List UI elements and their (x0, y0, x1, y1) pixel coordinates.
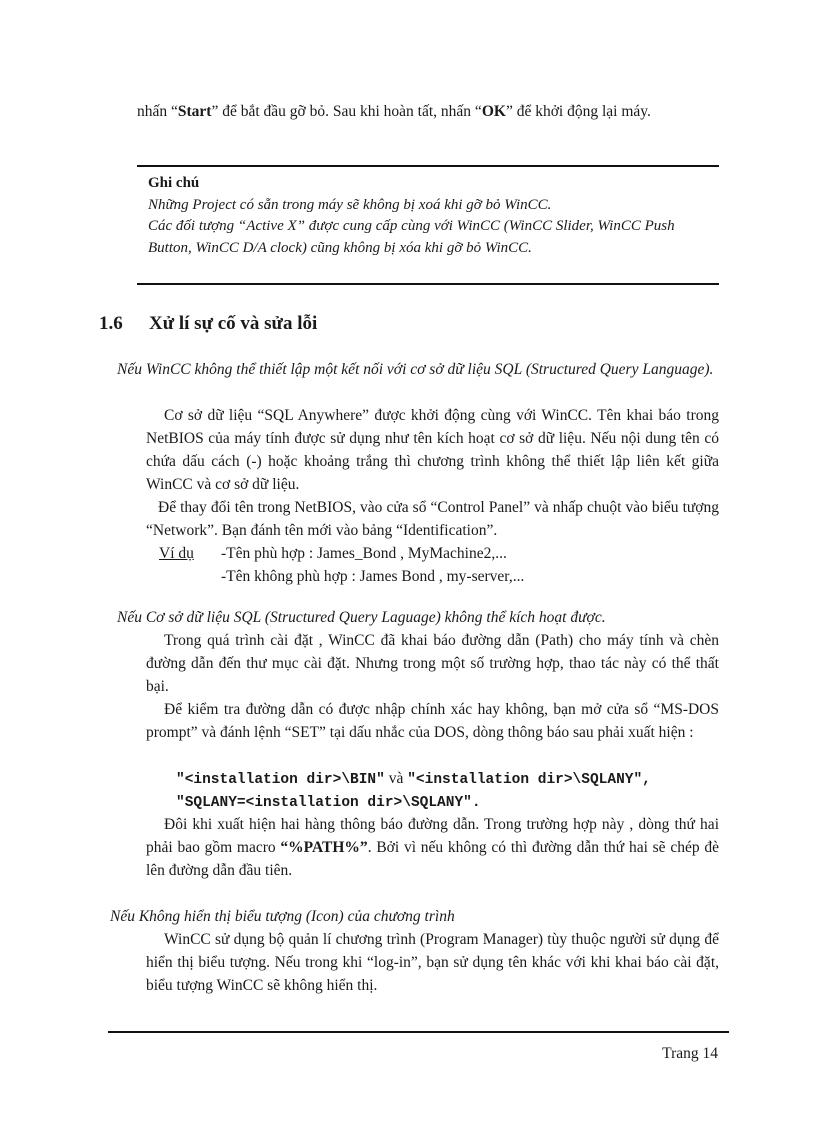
example-row-1 (159, 542, 719, 565)
issue-1-title: Nếu WinCC không thể thiết lập một kết nối với cơ sở dữ liệu SQL (Structured Query Language). (117, 361, 714, 378)
note-top-divider (137, 165, 719, 167)
path-sqlany-env: "SQLANY=<installation dir>\SQLANY". (176, 795, 481, 811)
footer-divider (108, 1031, 729, 1033)
path-macro: “%PATH%” (280, 839, 368, 856)
example-valid-names: -Tên phù hợp : James_Bond , MyMachine2,... (221, 545, 507, 562)
example-row-2 (159, 565, 719, 588)
start-keyword: Start (177, 103, 212, 120)
example-label: Ví dụ (159, 545, 194, 562)
issue-2-paragraph-2: Để kiểm tra đường dẫn có được nhập chính xác hay không, bạn mở cửa sổ “MS-DOS prompt” và đánh lệnh “SET” tại dấu nhắc của DOS, dòng thông báo sau phải xuất hiện : (146, 701, 719, 741)
issue-3-paragraph-1: WinCC sử dụng bộ quản lí chương trình (Program Manager) tùy thuộc người sử dụng để hiển thị biểu tượng. Nếu trong khi “log-in”, bạn sử dụng tên khác với khi khai báo cài đặt, biểu tượng WinCC sẽ không hiển thị. (146, 931, 719, 994)
path-line-1 (176, 767, 651, 792)
section-title: Xử lí sự cố và sửa lỗi (149, 313, 318, 334)
intro-text-suffix: ” để khởi động lại máy. (505, 103, 651, 120)
example-block (159, 542, 719, 588)
section-heading (99, 313, 317, 335)
issue-1-paragraph-2: Để thay đổi tên trong NetBIOS, vào cửa sổ “Control Panel” và nhấp chuột vào biểu tượng “Network”. Bạn đánh tên mới vào bảng “Identification”. (146, 499, 719, 539)
example-invalid-names: -Tên không phù hợp : James Bond , my-server,... (221, 568, 525, 585)
note-bottom-divider (137, 283, 719, 285)
path-line-2 (176, 790, 481, 815)
path-and: và (384, 770, 408, 787)
note-line-1: Những Project có sẵn trong máy sẽ không bị xoá khi gỡ bỏ WinCC. (148, 196, 552, 213)
path-sqlany: "<installation dir>\SQLANY", (407, 772, 651, 788)
note-line-2: Các đối tượng “Active X” được cung cấp cùng với WinCC (WinCC Slider, WinCC Push Button, WinCC D/A clock) cũng không bị xóa khi gỡ bỏ WinCC. (148, 218, 675, 256)
issue-3-title: Nếu Không hiển thị biểu tượng (Icon) của chương trình (110, 908, 455, 925)
issue-1-paragraph-1: Cơ sở dữ liệu “SQL Anywhere” được khởi động cùng với WinCC. Tên khai báo trong NetBIOS của máy tính được sử dụng như tên kích hoạt cơ sở dữ liệu. Nếu nội dung tên có chứa dấu cách (-) hoặc khoảng trắng thì chương trình không thể thiết lập liên kết giữa WinCC và cơ sở dữ liệu. (146, 407, 719, 493)
intro-paragraph (137, 100, 719, 123)
ok-keyword: OK (481, 103, 506, 120)
issue-2-paragraph-3-suffix: . Bởi vì nếu không có thì đường dẫn thứ hai sẽ chép đè lên đường dẫn đầu tiên. (146, 839, 719, 879)
issue-2-paragraph-1: Trong quá trình cài đặt , WinCC đã khai báo đường dẫn (Path) cho máy tính và chèn đường dẫn đến thư mục cài đặt. Nhưng trong một số trường hợp, thao tác này có thể thất bại. (146, 632, 719, 695)
path-bin: "<installation dir>\BIN" (176, 772, 385, 788)
note-title: Ghi chú (148, 175, 200, 191)
issue-2-paragraph-3-prefix: Đôi khi xuất hiện hai hàng thông báo đường dẫn. Trong trường hợp này , dòng thứ hai phải bao gồm macro (146, 816, 719, 856)
note-box (148, 173, 718, 259)
issue-2-paragraph-3 (146, 813, 719, 882)
intro-text-mid: ” để bắt đầu gỡ bỏ. Sau khi hoàn tất, nhấn “ (211, 103, 482, 120)
page-number: Trang 14 (662, 1045, 718, 1062)
section-number: 1.6 (99, 313, 123, 334)
intro-text-prefix: nhấn “ (137, 103, 178, 120)
issue-2-title: Nếu Cơ sở dữ liệu SQL (Structured Query Laguage) không thể kích hoạt được. (117, 609, 606, 626)
